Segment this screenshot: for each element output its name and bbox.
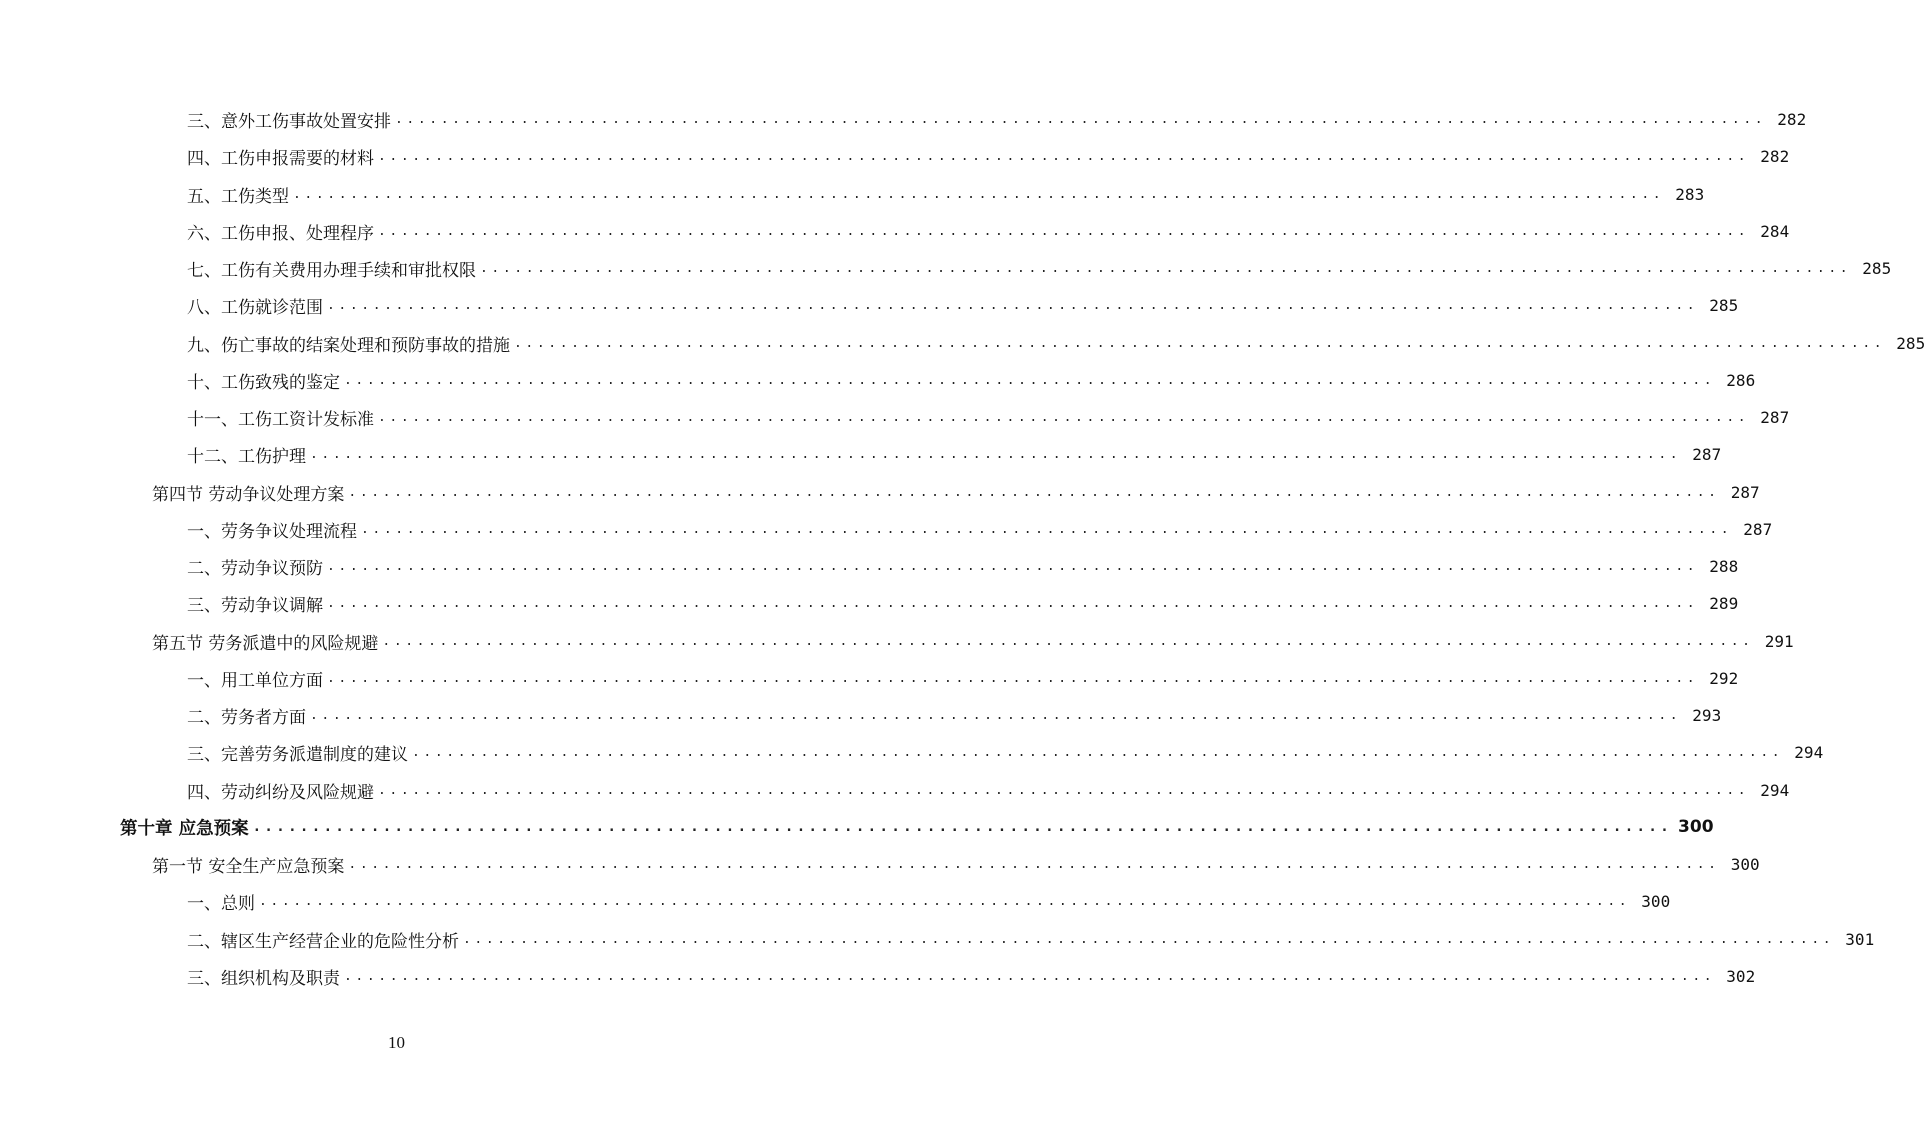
toc-dot-leader: ........................................................................................................................: [378, 149, 1750, 165]
toc-entry[interactable]: [0, 362, 1756, 399]
toc-entry-page: 300: [1730, 855, 1760, 875]
toc-entry-title: 一、劳务争议处理流程: [187, 521, 357, 542]
toc-dot-leader: ........................................................................................................................: [344, 372, 1716, 388]
toc-entry-title: 三、意外工伤事故处置安排: [187, 112, 391, 133]
toc-entry[interactable]: [0, 213, 1790, 250]
toc-entry-title: 五、工伤类型: [187, 186, 289, 207]
toc-entry-title: 第五节 劳务派遣中的风险规避: [152, 633, 379, 654]
toc-entry-title: 三、劳动争议调解: [187, 596, 323, 617]
toc-entry-page: 302: [1726, 966, 1756, 986]
toc-entry-title: 第一节 安全生产应急预案: [152, 857, 345, 878]
toc-entry-page: 287: [1743, 519, 1773, 539]
toc-entry-page: 285: [1709, 296, 1739, 316]
toc-entry-title: 第四节 劳动争议处理方案: [152, 484, 345, 505]
toc-entry[interactable]: [0, 846, 1760, 883]
toc-entry[interactable]: [0, 883, 1671, 920]
toc-entry[interactable]: [0, 660, 1739, 697]
toc-dot-leader: ........................................................................................................................: [412, 745, 1784, 761]
toc-entry-title: 六、工伤申报、处理程序: [187, 223, 374, 244]
toc-entry-title: 第十章 应急预案: [120, 818, 249, 839]
toc-dot-leader: ........................................................................................................................: [310, 708, 1682, 724]
toc-entry-page: 287: [1760, 408, 1790, 428]
toc-entry-page: 301: [1845, 929, 1875, 949]
toc-entry-title: 一、用工单位方面: [187, 670, 323, 691]
toc-entry-page: 294: [1760, 780, 1790, 800]
toc-entry[interactable]: [0, 585, 1739, 622]
toc-entry[interactable]: [0, 399, 1790, 436]
toc-entry[interactable]: [0, 958, 1756, 995]
toc-entry-page: 284: [1760, 221, 1790, 241]
toc-entry-title: 八、工伤就诊范围: [187, 298, 323, 319]
toc-entry[interactable]: [0, 623, 1794, 660]
toc-entry-title: 四、工伤申报需要的材料: [187, 149, 374, 170]
toc-entry-page: 291: [1764, 631, 1794, 651]
toc-entry-page: 285: [1896, 333, 1925, 353]
toc-entry-page: 289: [1709, 594, 1739, 614]
toc-dot-leader: ........................................................................................................................: [395, 112, 1767, 128]
toc-dot-leader: ........................................................................................................................: [378, 223, 1750, 239]
table-of-contents: [0, 101, 1925, 995]
toc-entry[interactable]: [0, 138, 1790, 175]
page-number: 10: [388, 1033, 405, 1052]
toc-entry[interactable]: [0, 287, 1739, 324]
toc-entry-page: 294: [1794, 743, 1824, 763]
toc-entry-title: 一、总则: [187, 894, 255, 915]
toc-entry-page: 286: [1726, 370, 1756, 390]
toc-entry-page: 293: [1692, 706, 1722, 726]
toc-dot-leader: ........................................................................................................................: [514, 335, 1886, 351]
toc-entry[interactable]: [0, 697, 1722, 734]
toc-entry-title: 二、劳动争议预防: [187, 559, 323, 580]
toc-entry-page: 287: [1692, 445, 1722, 465]
toc-entry[interactable]: [0, 101, 1807, 138]
toc-entry-page: 282: [1760, 147, 1790, 167]
toc-entry-title: 二、辖区生产经营企业的危险性分析: [187, 931, 459, 952]
toc-entry[interactable]: [0, 548, 1739, 585]
toc-dot-leader: ........................................................................................................................: [348, 484, 1720, 500]
toc-dot-leader: ........................................................................................................................: [327, 596, 1699, 612]
toc-entry[interactable]: [0, 436, 1722, 473]
toc-entry-title: 十二、工伤护理: [187, 447, 306, 468]
toc-dot-leader: ........................................................................................................................: [310, 447, 1682, 463]
toc-entry-title: 三、完善劳务派遣制度的建议: [187, 745, 408, 766]
toc-dot-leader: ........................................................................................................................: [480, 261, 1852, 277]
toc-entry-page: 292: [1709, 668, 1739, 688]
toc-dot-leader: ........................................................................................................................: [327, 298, 1699, 314]
toc-entry-title: 四、劳动纠纷及风险规避: [187, 782, 374, 803]
toc-entry[interactable]: [0, 176, 1705, 213]
toc-entry-page: 282: [1777, 110, 1807, 130]
toc-entry[interactable]: [0, 511, 1773, 548]
toc-dot-leader: ........................................................................................................................: [378, 410, 1750, 426]
toc-entry[interactable]: [0, 250, 1892, 287]
toc-entry[interactable]: [0, 809, 1714, 846]
toc-dot-leader: ........................................................................................................................: [259, 894, 1631, 910]
toc-dot-leader: ........................................................................................................................: [327, 670, 1699, 686]
toc-entry-title: 九、伤亡事故的结案处理和预防事故的措施: [187, 335, 510, 356]
toc-dot-leader: ........................................................................................................................: [293, 186, 1665, 202]
toc-entry-title: 三、组织机构及职责: [187, 968, 340, 989]
toc-dot-leader: ........................................................................................................................: [378, 782, 1750, 798]
toc-entry[interactable]: [0, 921, 1875, 958]
toc-dot-leader: ........................................................................................................................: [463, 931, 1835, 947]
toc-entry-title: 二、劳务者方面: [187, 708, 306, 729]
toc-entry-page: 288: [1709, 557, 1739, 577]
toc-dot-leader: ........................................................................................................................: [348, 857, 1720, 873]
toc-dot-leader: ........................................................................................................................: [382, 633, 1754, 649]
toc-entry[interactable]: [0, 474, 1760, 511]
toc-dot-leader: ........................................................................................................................: [344, 968, 1716, 984]
toc-entry-page: 285: [1862, 259, 1892, 279]
toc-entry-page: 300: [1678, 817, 1714, 838]
toc-entry-page: 283: [1675, 184, 1705, 204]
toc-entry-page: 300: [1641, 892, 1671, 912]
toc-entry-title: 七、工伤有关费用办理手续和审批权限: [187, 261, 476, 282]
toc-dot-leader: ........................................................................................................................: [327, 559, 1699, 575]
toc-entry-page: 287: [1730, 482, 1760, 502]
toc-dot-leader: ........................................................................................................................: [252, 819, 1673, 836]
toc-entry-title: 十、工伤致残的鉴定: [187, 372, 340, 393]
toc-dot-leader: ........................................................................................................................: [361, 521, 1733, 537]
toc-entry[interactable]: [0, 325, 1925, 362]
toc-entry-title: 十一、工伤工资计发标准: [187, 410, 374, 431]
toc-entry[interactable]: [0, 734, 1824, 771]
toc-entry[interactable]: [0, 772, 1790, 809]
